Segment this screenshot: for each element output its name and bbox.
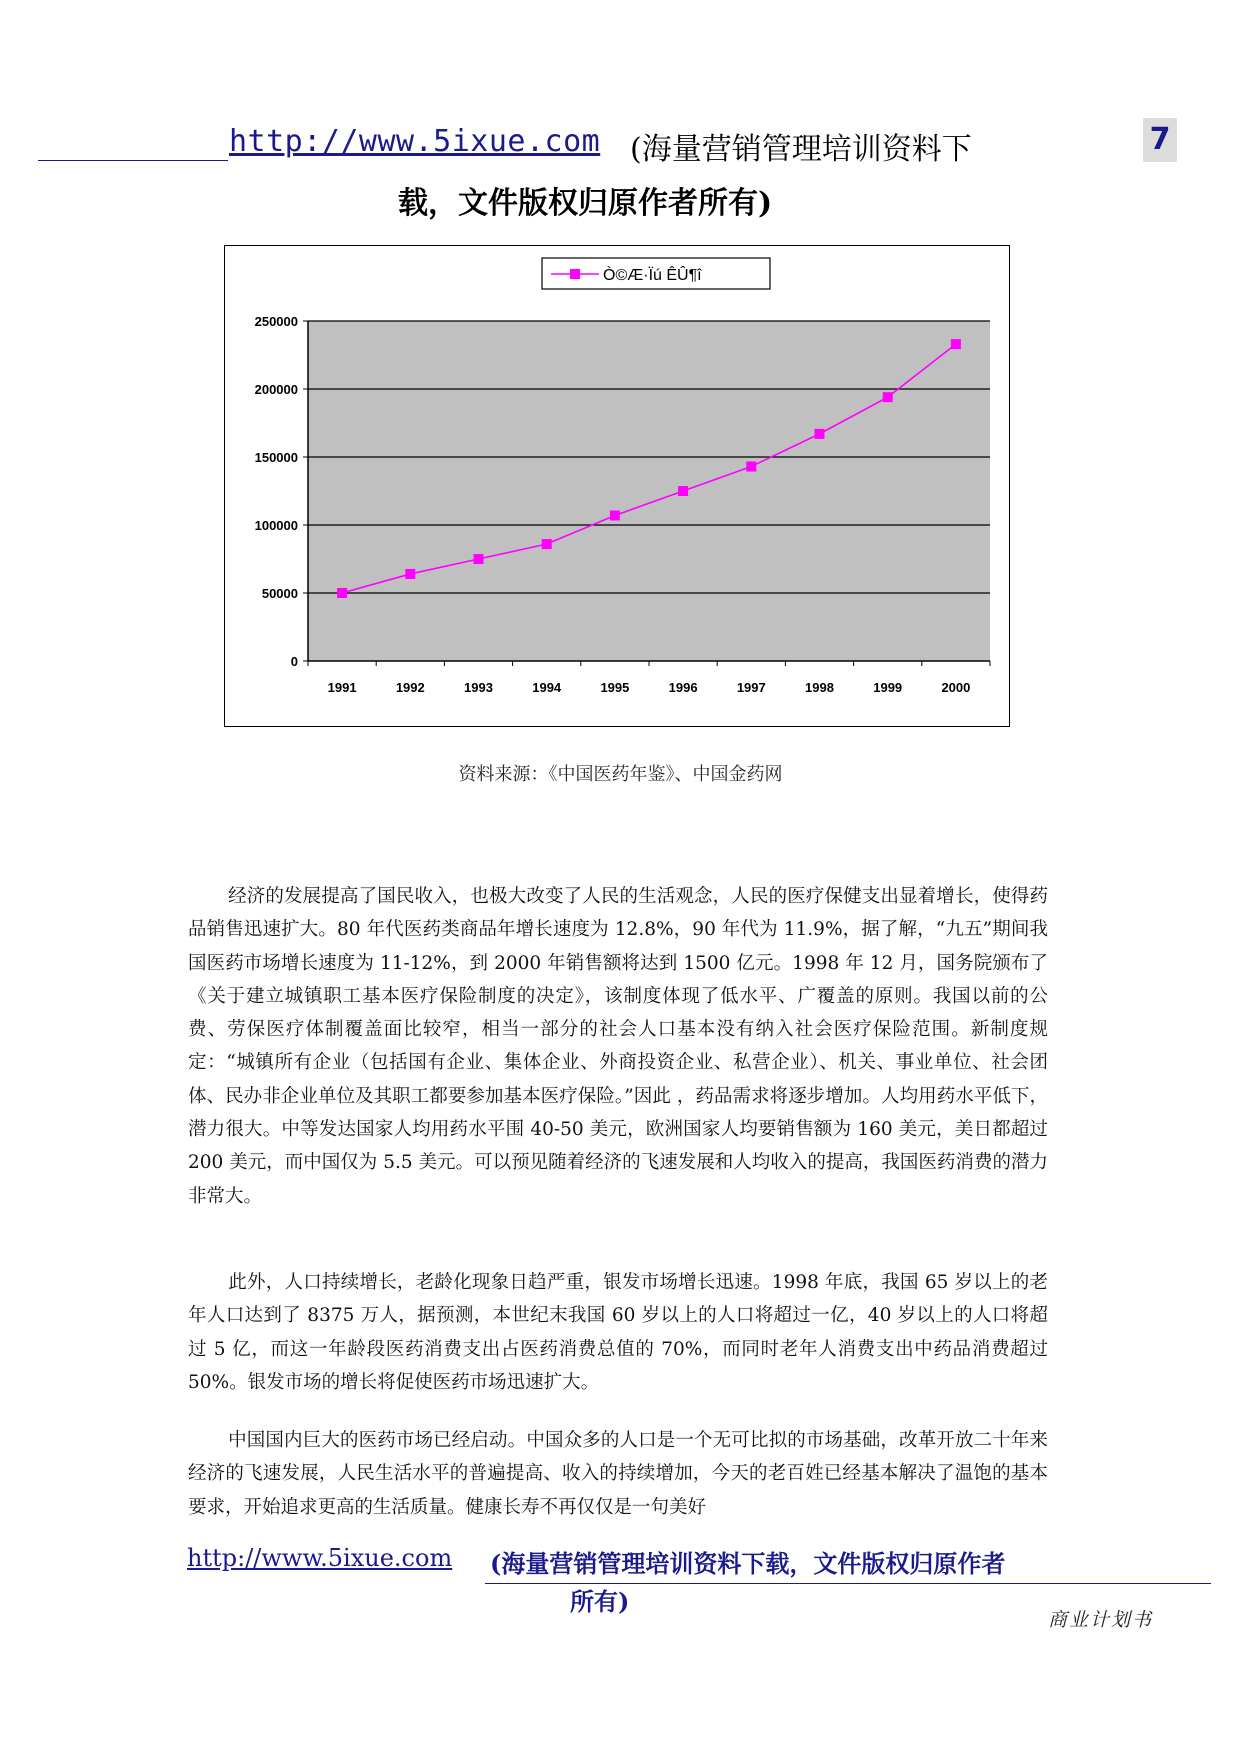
sales-line-chart bbox=[224, 245, 1010, 727]
data-point bbox=[405, 569, 415, 579]
paragraph-2-text: 此外，人口持续增长，老龄化现象日趋严重，银发市场增长迅速。1998 年底，我国 65 岁以上的老年人口达到了 8375 万人，据预测，本世纪末我国 60 岁以上的人口将超过一亿，40 岁以上的人口将超过 5 亿，而这一年龄段医药消费支出占医药消费总值的 70%，而同时老年人消费支出中药品消费超过 50%。银发市场的增长将促使医药市场迅速扩大。 bbox=[188, 1272, 1048, 1393]
y-tick-label: 250000 bbox=[254, 314, 298, 329]
x-tick-label: 1999 bbox=[873, 680, 903, 695]
paragraph-3-text: 中国国内巨大的医药市场已经启动。中国众多的人口是一个无可比拟的市场基础，改革开放二十年来经济的飞速发展，人民生活水平的普遍提高、收入的持续增加，今天的老百姓已经基本解决了温饱的基本要求，开始追求更高的生活质量。健康长寿不再仅仅是一句美好 bbox=[188, 1430, 1048, 1518]
y-tick-label: 0 bbox=[290, 654, 298, 669]
data-point bbox=[883, 392, 893, 402]
paragraph-2 bbox=[188, 1266, 1048, 1399]
x-tick-label: 1998 bbox=[805, 680, 834, 695]
document-label: 商业计划书 bbox=[1048, 1609, 1154, 1631]
y-tick-label: 50000 bbox=[261, 586, 298, 601]
data-point bbox=[610, 510, 620, 520]
data-point bbox=[474, 554, 484, 564]
plot-background bbox=[308, 321, 990, 661]
header-note-line2: 载，文件版权归原作者所有) bbox=[398, 186, 773, 221]
header-rule bbox=[38, 160, 228, 161]
chart-legend bbox=[542, 258, 770, 289]
data-point bbox=[337, 588, 347, 598]
x-tick-label: 1996 bbox=[668, 680, 698, 695]
x-tick-label: 1995 bbox=[600, 680, 630, 695]
data-point bbox=[951, 339, 961, 349]
legend-marker bbox=[570, 269, 580, 279]
data-point bbox=[815, 429, 825, 439]
data-point bbox=[542, 539, 552, 549]
paragraph-1-text: 经济的发展提高了国民收入，也极大改变了人民的生活观念，人民的医疗保健支出显着增长，使得药品销售迅速扩大。80 年代医药类商品年增长速度为 12.8%，90 年代为 11.9%，据了解，“九五”期间我国医药市场增长速度为 11-12%，到 2000 年销售额将达到 1500 亿元。1998 年 12 月，国务院颁布了《关于建立城镇职工基本医疗保险制度的决定》，该制度体现了低水平、广覆盖的原则。我国以前的公费、劳保医疗体制覆盖面比较窄，相当一部分的社会人口基本没有纳入社会医疗保险范围。新制度规定：“城镇所有企业（包括国有企业、集体企业、外商投资企业、私营企业）、机关、事业单位、社会团体、民办非企业单位及其职工都要参加基本医疗保险。”因此 ，药品需求将逐步增加。人均用药水平低下，潜力很大。中等发达国家人均用药水平围 40-50 美元，欧洲国家人均要销售额为 160 美元，美日都超过 200 美元，而中国仅为 5.5 美元。可以预见随着经济的飞速发展和人均收入的提高，我国医药消费的潜力非常大。 bbox=[188, 886, 1048, 1207]
legend-label: Ò©Æ·Ïú ÊÛ¶î bbox=[603, 267, 702, 284]
footer-note-line1: (海量营销管理培训资料下载，文件版权归原作者 bbox=[490, 1549, 1006, 1578]
x-tick-label: 1994 bbox=[532, 680, 562, 695]
footer-link[interactable]: http://www.5ixue.com bbox=[187, 1544, 453, 1572]
footer-note-line2: 所有) bbox=[570, 1587, 630, 1616]
paragraph-3 bbox=[188, 1424, 1048, 1524]
x-tick-label: 2000 bbox=[941, 680, 971, 695]
plot-area bbox=[255, 314, 990, 695]
data-point bbox=[678, 486, 688, 496]
data-point bbox=[746, 462, 756, 472]
x-tick-label: 1991 bbox=[327, 680, 357, 695]
header-note-line1: (海量营销管理培训资料下 bbox=[630, 132, 972, 167]
x-tick-label: 1992 bbox=[395, 680, 425, 695]
page-number: 7 bbox=[1143, 118, 1177, 162]
y-tick-label: 150000 bbox=[254, 450, 298, 465]
x-tick-label: 1997 bbox=[736, 680, 766, 695]
y-tick-label: 100000 bbox=[254, 518, 298, 533]
x-tick-label: 1993 bbox=[464, 680, 493, 695]
paragraph-1 bbox=[188, 880, 1048, 1213]
y-tick-label: 200000 bbox=[254, 382, 298, 397]
header-link[interactable]: http://www.5ixue.com bbox=[229, 124, 601, 159]
chart-source: 资料来源：《中国医药年鉴》、中国金药网 bbox=[458, 764, 783, 785]
